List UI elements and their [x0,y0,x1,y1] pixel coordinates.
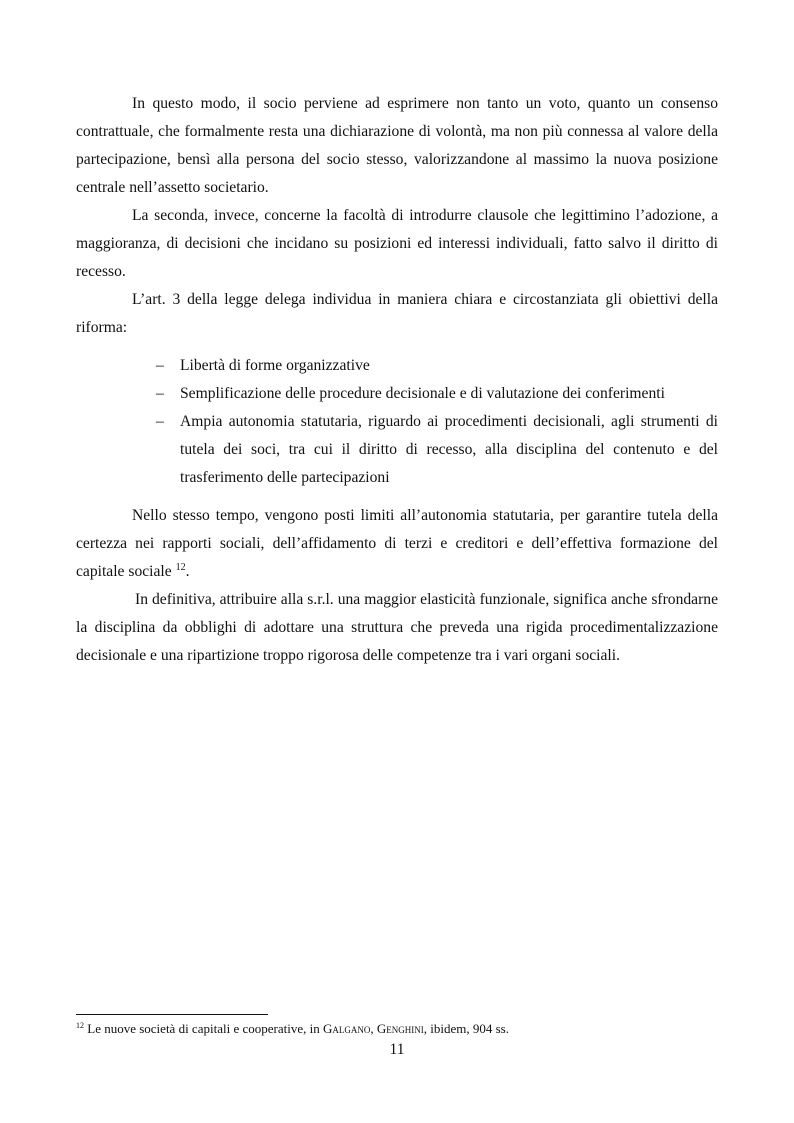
footnote-text-after: , ibidem, 904 ss. [423,1021,509,1036]
footnote-author-galgano: Galgano [322,1021,371,1036]
list-item [156,408,718,492]
paragraph-legge-delega: L’art. 3 della legge delega individua in maniera chiara e circostanziata gli obiettivi della riforma: [76,291,718,336]
paragraph-end: . [185,563,190,580]
paragraph-socio-consenso: In questo modo, il socio perviene ad esprimere non tanto un voto, quanto un consenso contrattuale, che formalmente resta una dichiarazione di volontà, ma non più connessa al valore della partecipazione, bensì alla persona del socio stesso, valorizzandone al massimo la nuova posizione centrale nell’assetto societario. [76,95,718,196]
list-item-text: Ampia autonomia statutaria, riguardo ai procedimenti decisionali, agli strumenti di tutela dei soci, tra cui il diritto di recesso, alla disciplina del contenuto e del trasferimento delle partecipazioni [180,413,718,486]
body-text [76,90,718,670]
footnote-text-before: Le nuove società di capitali e cooperative, in [84,1021,323,1036]
list-item-text: Semplificazione delle procedure decisionale e di valutazione dei conferimenti [180,385,665,402]
paragraph-clausole-maggioranza: La seconda, invece, concerne la facoltà di introdurre clausole che legittimino l’adozione, a maggioranza, di decisioni che incidano su posizioni ed interessi individuali, fatto salvo il diritto di recesso. [76,207,718,280]
footnote [76,1020,718,1038]
footnote-divider [76,1014,268,1015]
list-item-text: Libertà di forme organizzative [180,357,370,374]
footnote-number: 12 [76,1021,84,1030]
list-item [156,352,718,380]
list-item [156,380,718,408]
paragraph-text: Nello stesso tempo, vengono posti limiti all’autonomia statutaria, per garantire tutela della certezza nei rapporti sociali, dell’affidamento di terzi e creditori e dell’effettiva formazione del capitale sociale [76,507,718,580]
footnote-author-genghini: Genghini [376,1021,424,1036]
paragraph-definitiva: In definitiva, attribuire alla s.r.l. una maggior elasticità funzionale, significa anche sfrondarne la disciplina da obblighi di adottare una struttura che preveda una rigida procedimentalizzazione decisionale e una ripartizione troppo rigorosa delle competenze tra i vari organi sociali. [76,591,718,664]
dash-bullet-icon: – [156,413,164,430]
dash-bullet-icon: – [156,357,164,374]
footnote-separator: , [370,1021,377,1036]
footnote-reference: 12 [175,562,186,573]
paragraph-limiti-autonomia [76,502,718,586]
dash-bullet-icon: – [156,385,164,402]
page-number: 11 [389,1041,405,1058]
riforma-objectives-list [76,352,718,492]
